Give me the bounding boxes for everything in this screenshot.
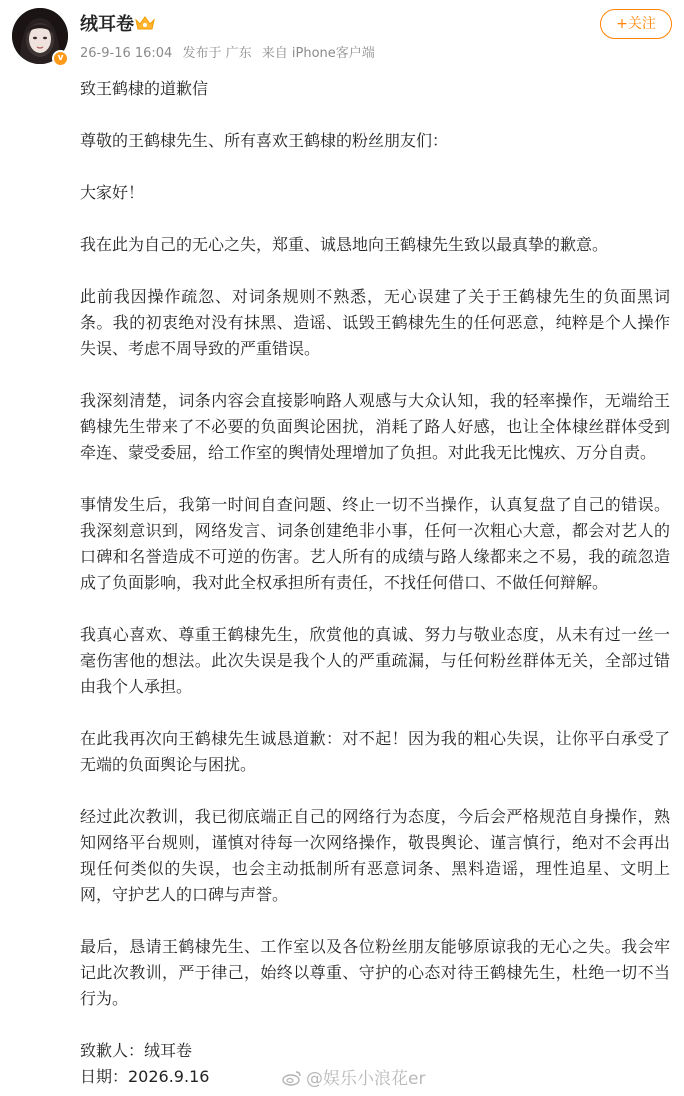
post-paragraph: 在此我再次向王鹤棣先生诚恳道歉：对不起！因为我的粗心失误，让你平白承受了无端的负面舆论与困扰。 <box>80 729 670 774</box>
verified-badge-icon: v <box>52 50 69 67</box>
watermark-text: @娱乐小浪花er <box>306 1069 426 1089</box>
post-date: 日期：2026.9.16 <box>80 1067 210 1086</box>
post-paragraph: 我在此为自己的无心之失，郑重、诚恳地向王鹤棣先生致以最真挚的歉意。 <box>80 235 609 254</box>
post-greeting: 尊敬的王鹤棣先生、所有喜欢王鹤棣的粉丝朋友们： <box>80 131 449 150</box>
post-location: 发布于 广东 <box>182 46 252 61</box>
post-source: 来自 iPhone客户端 <box>261 46 375 61</box>
username[interactable]: 绒耳卷 <box>80 14 134 35</box>
post-title: 致王鹤棣的道歉信 <box>80 79 209 98</box>
post-meta <box>80 42 381 61</box>
post-paragraph: 此前我因操作疏忽、对词条规则不熟悉，无心误建了关于王鹤棣先生的负面黑词条。我的初衷绝对没有抹黑、造谣、诋毁王鹤棣先生的任何恶意，纯粹是个人操作失误、考虑不周导致的严重错误。 <box>80 287 670 358</box>
post-paragraph: 我深刻清楚，词条内容会直接影响路人观感与大众认知，我的轻率操作，无端给王鹤棣先生带来了不必要的负面舆论困扰，消耗了路人好感，也让全体棣丝群体受到牵连、蒙受委屈，给工作室的舆情处理增加了负担。对此我无比愧疚、万分自责。 <box>80 391 670 462</box>
post-signature: 致歉人：绒耳卷 <box>80 1041 193 1060</box>
post-paragraph: 最后，恳请王鹤棣先生、工作室以及各位粉丝朋友能够原谅我的无心之失。我会牢记此次教训，严于律己，始终以尊重、守护的心态对待王鹤棣先生，杜绝一切不当行为。 <box>80 937 670 1008</box>
weibo-logo-icon <box>282 1070 302 1086</box>
post-paragraph: 经过此次教训，我已彻底端正自己的网络行为态度，今后会严格规范自身操作，熟知网络平台规则，谨慎对待每一次网络操作，敬畏舆论、谨言慎行，绝对不会再出现任何类似的失误，也会主动抵制所有恶意词条、黑料造谣，理性追星、文明上网，守护艺人的口碑与声誉。 <box>80 807 670 904</box>
post-paragraph: 我真心喜欢、尊重王鹤棣先生，欣赏他的真诚、努力与敬业态度，从未有过一丝一毫伤害他的想法。此次失误是我个人的严重疏漏，与任何粉丝群体无关，全部过错由我个人承担。 <box>80 625 670 696</box>
follow-button[interactable]: +关注 <box>600 9 672 39</box>
post-hello: 大家好！ <box>80 183 145 202</box>
post-paragraph: 事情发生后，我第一时间自查问题、终止一切不当操作，认真复盘了自己的错误。我深刻意识到，网络发言、词条创建绝非小事，任何一次粗心大意，都会对艺人的口碑和名誉造成不可逆的伤害。艺人所有的成绩与路人缘都来之不易，我的疏忽造成了负面影响，我对此全权承担所有责任，不找任何借口、不做任何辩解。 <box>80 495 670 592</box>
post-body <box>80 76 670 1090</box>
vip-crown-icon[interactable] <box>134 14 156 32</box>
watermark <box>282 1064 425 1089</box>
post-timestamp[interactable]: 26-9-16 16:04 <box>80 46 173 61</box>
post-header <box>0 0 684 80</box>
